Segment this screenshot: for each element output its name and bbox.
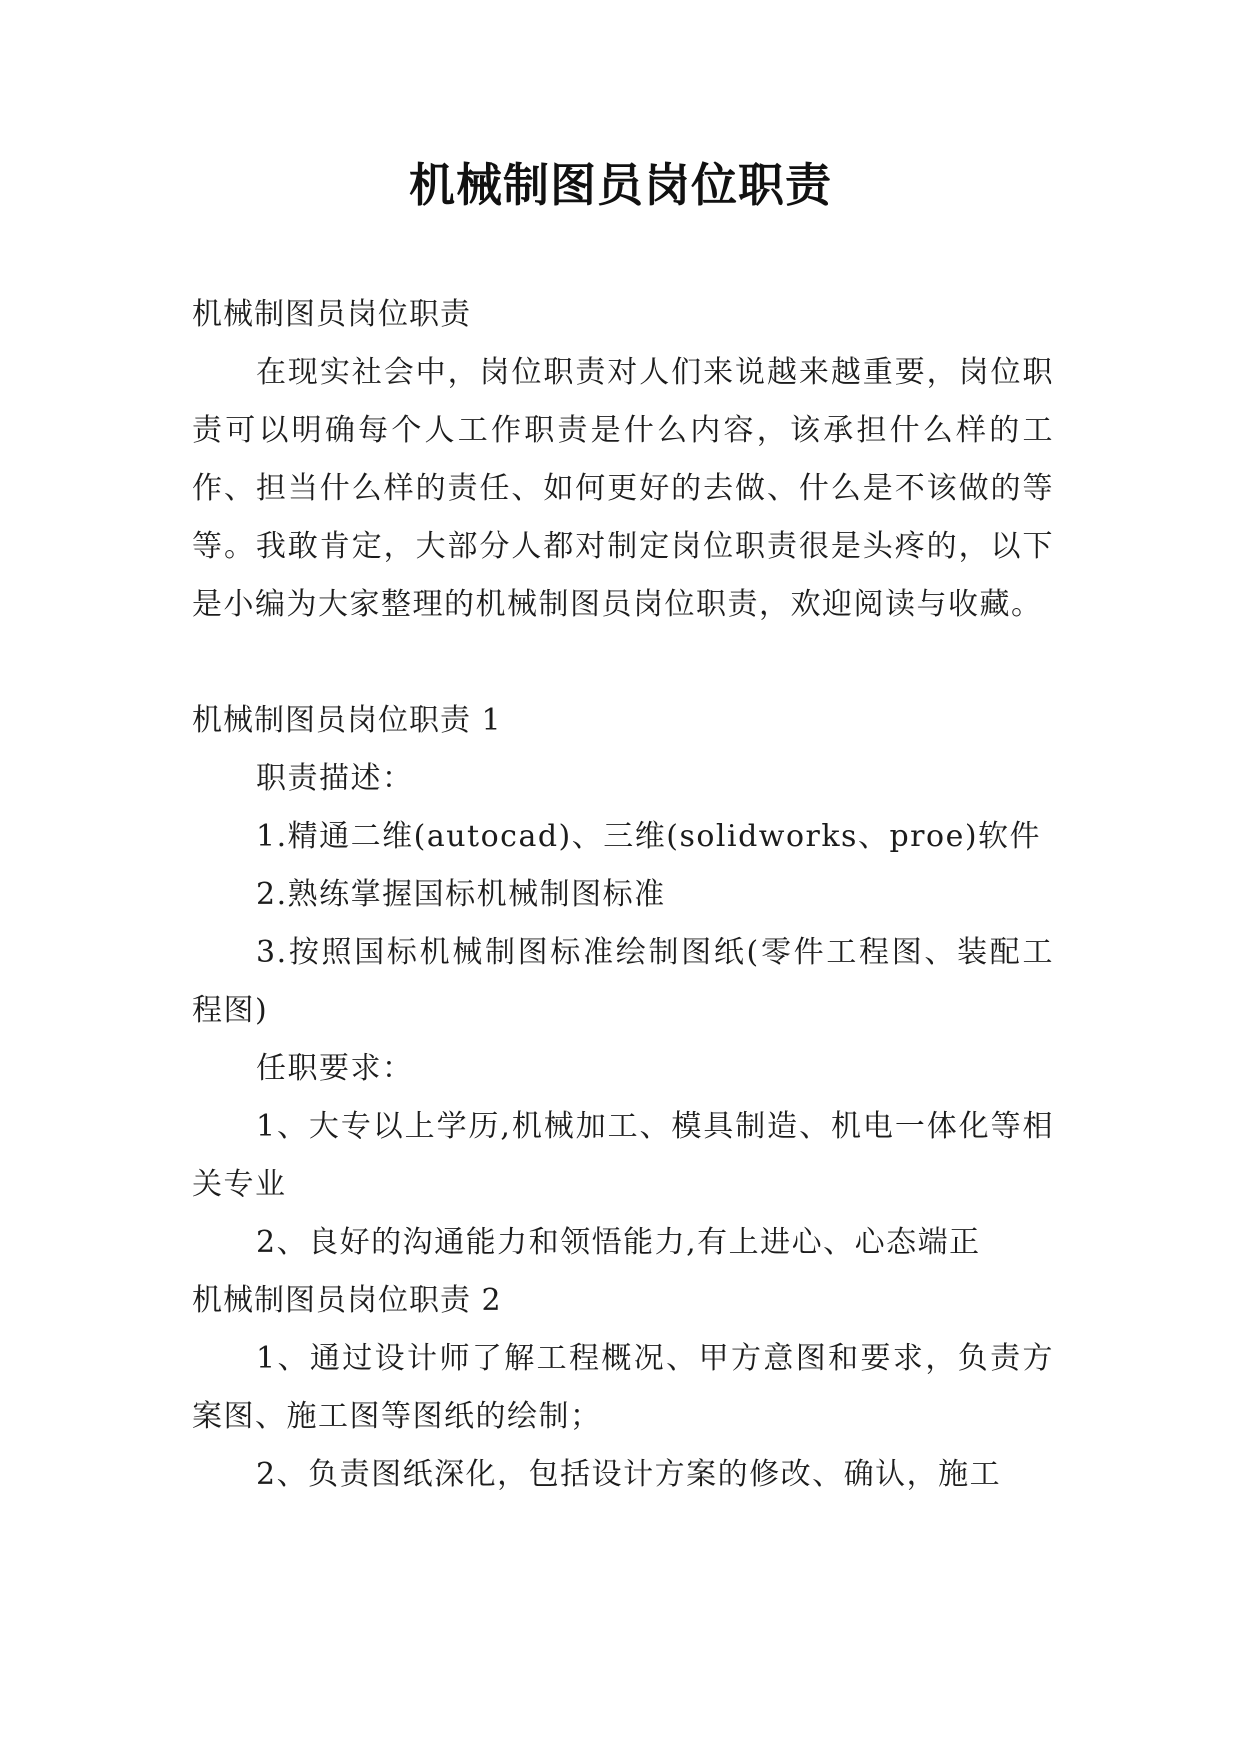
duty-item-3: 3.按照国标机械制图标准绘制图纸(零件工程图、装配工程图) (192, 935, 1054, 1028)
duty-item-1: 1.精通二维(autocad)、三维(solidworks、proe)软件 (256, 819, 1042, 854)
requirements-label: 任职要求： (256, 1051, 414, 1086)
requirement-item-1: 1、大专以上学历,机械加工、模具制造、机电一体化等相关专业 (192, 1109, 1054, 1202)
section-heading-1: 机械制图员岗位职责 1 (192, 703, 502, 738)
requirement-item-2: 2、良好的沟通能力和领悟能力,有上进心、心态端正 (256, 1225, 981, 1260)
duty-item-2: 2.熟练掌握国标机械制图标准 (256, 877, 666, 912)
paragraph-gap (192, 634, 1054, 692)
section-heading-2: 机械制图员岗位职责 2 (192, 1283, 502, 1318)
section-heading: 机械制图员岗位职责 (192, 297, 471, 332)
duties-label: 职责描述： (256, 761, 414, 796)
section2-item-1: 1、通过设计师了解工程概况、甲方意图和要求，负责方案图、施工图等图纸的绘制； (192, 1341, 1054, 1434)
document-title: 机械制图员岗位职责 (409, 158, 832, 212)
section2-item-2: 2、负责图纸深化，包括设计方案的修改、确认，施工 (256, 1457, 1002, 1492)
intro-paragraph: 在现实社会中，岗位职责对人们来说越来越重要，岗位职责可以明确每个人工作职责是什么内容，该承担什么样的工作、担当什么样的责任、如何更好的去做、什么是不该做的等等。我敢肯定，大部分人都对制定岗位职责很是头疼的，以下是小编为大家整理的机械制图员岗位职责，欢迎阅读与收藏。 (192, 355, 1054, 622)
document-body (192, 286, 1054, 1504)
